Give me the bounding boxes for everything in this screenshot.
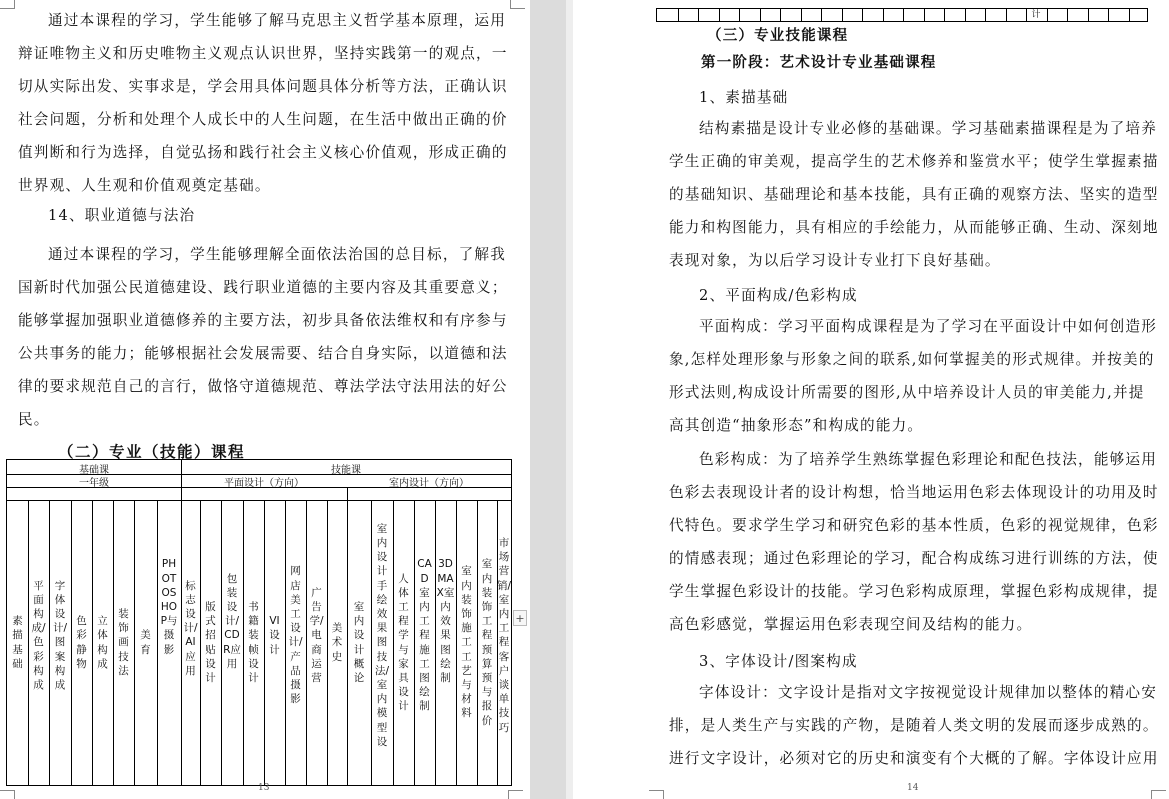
crop-mark: [1151, 790, 1166, 799]
table-rule: [985, 9, 986, 21]
add-column-button[interactable]: +: [513, 610, 527, 626]
table-rule: [821, 9, 822, 21]
text-line: 学生掌握色彩设计的技能。学习色彩构成原理，掌握色彩构成规律，提: [669, 583, 1159, 600]
paragraph-marxism: [18, 4, 508, 202]
table-rule: [49, 500, 50, 785]
table-rule: [678, 9, 679, 21]
table-rule: [842, 9, 843, 21]
table-rule: [719, 9, 720, 21]
header-graphic-design: 平面设计（方向）: [224, 478, 304, 489]
text-line: 能力和构图能力，具有相应的手绘能力，从而能够正确、生动、深刻地: [669, 219, 1159, 236]
section-title-skills: （三）专业技能课程: [707, 27, 849, 44]
table-rule: [1129, 9, 1130, 21]
course-label: VI设计: [269, 615, 280, 656]
page-gutter: [530, 0, 573, 799]
crop-mark: [508, 790, 523, 799]
text-line: 民。: [18, 411, 50, 428]
course-label: 室内装饰施工工艺与材料: [461, 565, 472, 720]
curriculum-table: [6, 459, 512, 786]
table-rule: [965, 9, 966, 21]
text-line: 平面构成：学习平面构成课程是为了学习在平面设计中如何创造形: [699, 318, 1158, 335]
table-rule: [944, 9, 945, 21]
course-label: 平面构成/色彩构成: [31, 579, 46, 692]
table-rule: [801, 9, 802, 21]
text-line: 表现对象，为以后学习设计专业打下良好基础。: [669, 252, 1001, 269]
paragraph-plane-composition: [669, 310, 1157, 442]
text-line: 的基础知识、基础理论和基本技能，具有正确的观察方法、坚实的造型: [669, 186, 1159, 203]
paragraph-color-composition: [669, 443, 1159, 641]
text-line: 能够掌握加强职业道德修养的主要方法，初步具备依法维权和有序参与: [18, 312, 508, 329]
text-line: 字体设计：文字设计是指对文字按视觉设计规律加以整体的精心安: [699, 684, 1158, 701]
course-label: 网店美工设计/产品摄影: [288, 565, 303, 706]
crop-mark: [0, 790, 15, 799]
table-rule: [698, 9, 699, 21]
text-line: 高其创造“抽象形态”和构成的能力。: [669, 417, 924, 434]
course-label: 标志设计/AI应用: [183, 579, 198, 677]
course-label: 3DMAX室内效果图绘制: [436, 558, 455, 684]
header-interior-design: 室内设计（方向）: [389, 478, 469, 489]
page-13: [0, 0, 530, 799]
header-basic-courses: 基础课: [79, 465, 109, 476]
crop-mark: [0, 0, 15, 9]
table-rule: [1006, 9, 1007, 21]
course-label: 美育: [140, 629, 151, 656]
table-rule: [221, 500, 222, 785]
page-number: 14: [907, 783, 919, 793]
table-rule: [883, 9, 884, 21]
course-label: 字体设计/图案构成: [52, 579, 68, 692]
table-rule: [1088, 9, 1089, 21]
table-rule: [760, 9, 761, 21]
item-1-title: 1、素描基础: [699, 89, 789, 106]
page-14: [573, 0, 1169, 799]
table-continuation-row: [656, 8, 1148, 22]
text-line: 色彩构成：为了培养学生熟练掌握色彩理论和配色技法，能够运用: [699, 451, 1158, 468]
header-skill-courses: 技能课: [331, 465, 361, 476]
text-line: 社会问题，分析和处理个人成长中的人生问题，在生活中做出正确的价: [18, 111, 508, 128]
course-label: 室内设计手绘效果图技法/室内模型设: [374, 522, 390, 748]
text-line: 的情感表现；通过色彩理论的学习，配合构成练习进行训练的方法，使: [669, 550, 1159, 567]
table-rule: [924, 9, 925, 21]
table-rule: [862, 9, 863, 21]
text-line: 国新时代加强公民道德建设、践行职业道德的主要内容及其重要意义；: [18, 279, 508, 296]
text-line: 通过本课程的学习，学生能够理解全面依法治国的总目标，了解我: [48, 246, 507, 263]
text-line: 值判断和行为选择，自觉弘扬和践行社会主义核心价值观，形成正确的: [18, 144, 508, 161]
text-line: 律的要求规范自己的言行，做恪守道德规范、尊法学法守法用法的好公: [18, 378, 508, 395]
item-14-title: 14、职业道德与法治: [48, 207, 196, 224]
page-number: 13: [258, 783, 270, 793]
table-rule: [157, 500, 158, 785]
item-3-title: 3、字体设计/图案构成: [699, 653, 858, 670]
text-line: 形式法则,构成设计所需要的图形,从中培养设计人员的审美能力,并提: [669, 384, 1145, 401]
table-rule: [134, 500, 135, 785]
text-line: 排，是人类生产与实践的产物，是随着人类文明的发展而逐步成熟的。: [669, 717, 1159, 734]
course-label: CAD室内工程施工图绘制: [417, 558, 432, 713]
table-rule: [903, 9, 904, 21]
table-rule: [739, 9, 740, 21]
text-line: 高色彩感觉，掌握运用色彩表现空间及结构的能力。: [669, 616, 1033, 633]
crop-mark: [649, 790, 664, 799]
course-label: 素描基础: [12, 615, 23, 670]
course-label: 色彩静物: [76, 615, 87, 670]
item-2-title: 2、平面构成/色彩构成: [699, 287, 858, 304]
course-label: 包装设计/CDR应用: [223, 572, 241, 670]
gutter-divider: [566, 0, 573, 799]
text-line: 辩证唯物主义和历史唯物主义观点认识世界，坚持实践第一的观点，一: [18, 45, 508, 62]
course-label: 人体工程学与家具设计: [398, 572, 409, 713]
course-label: 立体构成: [97, 615, 108, 670]
text-line: 世界观、人生观和价值观奠定基础。: [18, 177, 271, 194]
paragraph-sketch: [669, 112, 1159, 277]
crop-mark: [510, 0, 525, 9]
text-line: 公共事务的能力；能够根据社会发展需要、结合自身实际，以道德和法: [18, 345, 508, 362]
table-rule: [1108, 9, 1109, 21]
course-label: 市场营销/室内工程客户谈单技巧: [496, 537, 512, 734]
text-line: 通过本课程的学习，学生能够了解马克思主义哲学基本原理，运用: [48, 12, 507, 29]
text-line: 结构素描是设计专业必修的基础课。学习基础素描课程是为了培养: [699, 120, 1158, 137]
course-label: 广告学/电商运营: [309, 586, 324, 684]
paragraph-font-design: [669, 676, 1159, 775]
text-line: 色彩去表现设计者的设计构想，恰当地运用色彩去体现设计的功用及时: [669, 484, 1159, 501]
stage-title: 第一阶段：艺术设计专业基础课程: [701, 54, 937, 71]
course-label: 装饰画技法: [118, 608, 129, 677]
header-year-one: 一年级: [79, 478, 109, 489]
course-label: 室内装饰工程预算预与报价: [481, 558, 493, 727]
table-rule: [780, 9, 781, 21]
text-line: 进行文字设计，必须对它的历史和演变有个大概的了解。字体设计应用: [669, 750, 1159, 767]
table-rule: [1047, 9, 1048, 21]
text-line: 切从实际出发、实事求是，学会用具体问题具体分析等方法，正确认识: [18, 78, 508, 95]
text-line: 象,怎样处理形象与形象之间的联系,如何掌握美的形式规律。并按美的: [669, 351, 1155, 368]
course-label: 室内设计概论: [353, 600, 365, 684]
course-label: 版式招贴设计: [205, 600, 216, 684]
table-rule: [1067, 9, 1068, 21]
continuation-cell-text: 计: [1031, 10, 1041, 20]
course-label: 美术史: [331, 622, 343, 663]
course-label: 书籍装帧设计: [248, 600, 259, 684]
table-rule: [347, 487, 348, 785]
text-line: 学生正确的审美观，提高学生的艺术修养和鉴赏水平；使学生掌握素描: [669, 153, 1159, 170]
paragraph-ethics-law: [18, 238, 508, 436]
section-title-professional: （二）专业（技能）课程: [58, 442, 246, 461]
table-rule: [371, 500, 372, 785]
text-line: 代特色。要求学生学习和研究色彩的基本性质，色彩的视觉规律，色彩: [669, 517, 1159, 534]
course-label: PHOTOSHOP与摄影: [160, 558, 178, 656]
